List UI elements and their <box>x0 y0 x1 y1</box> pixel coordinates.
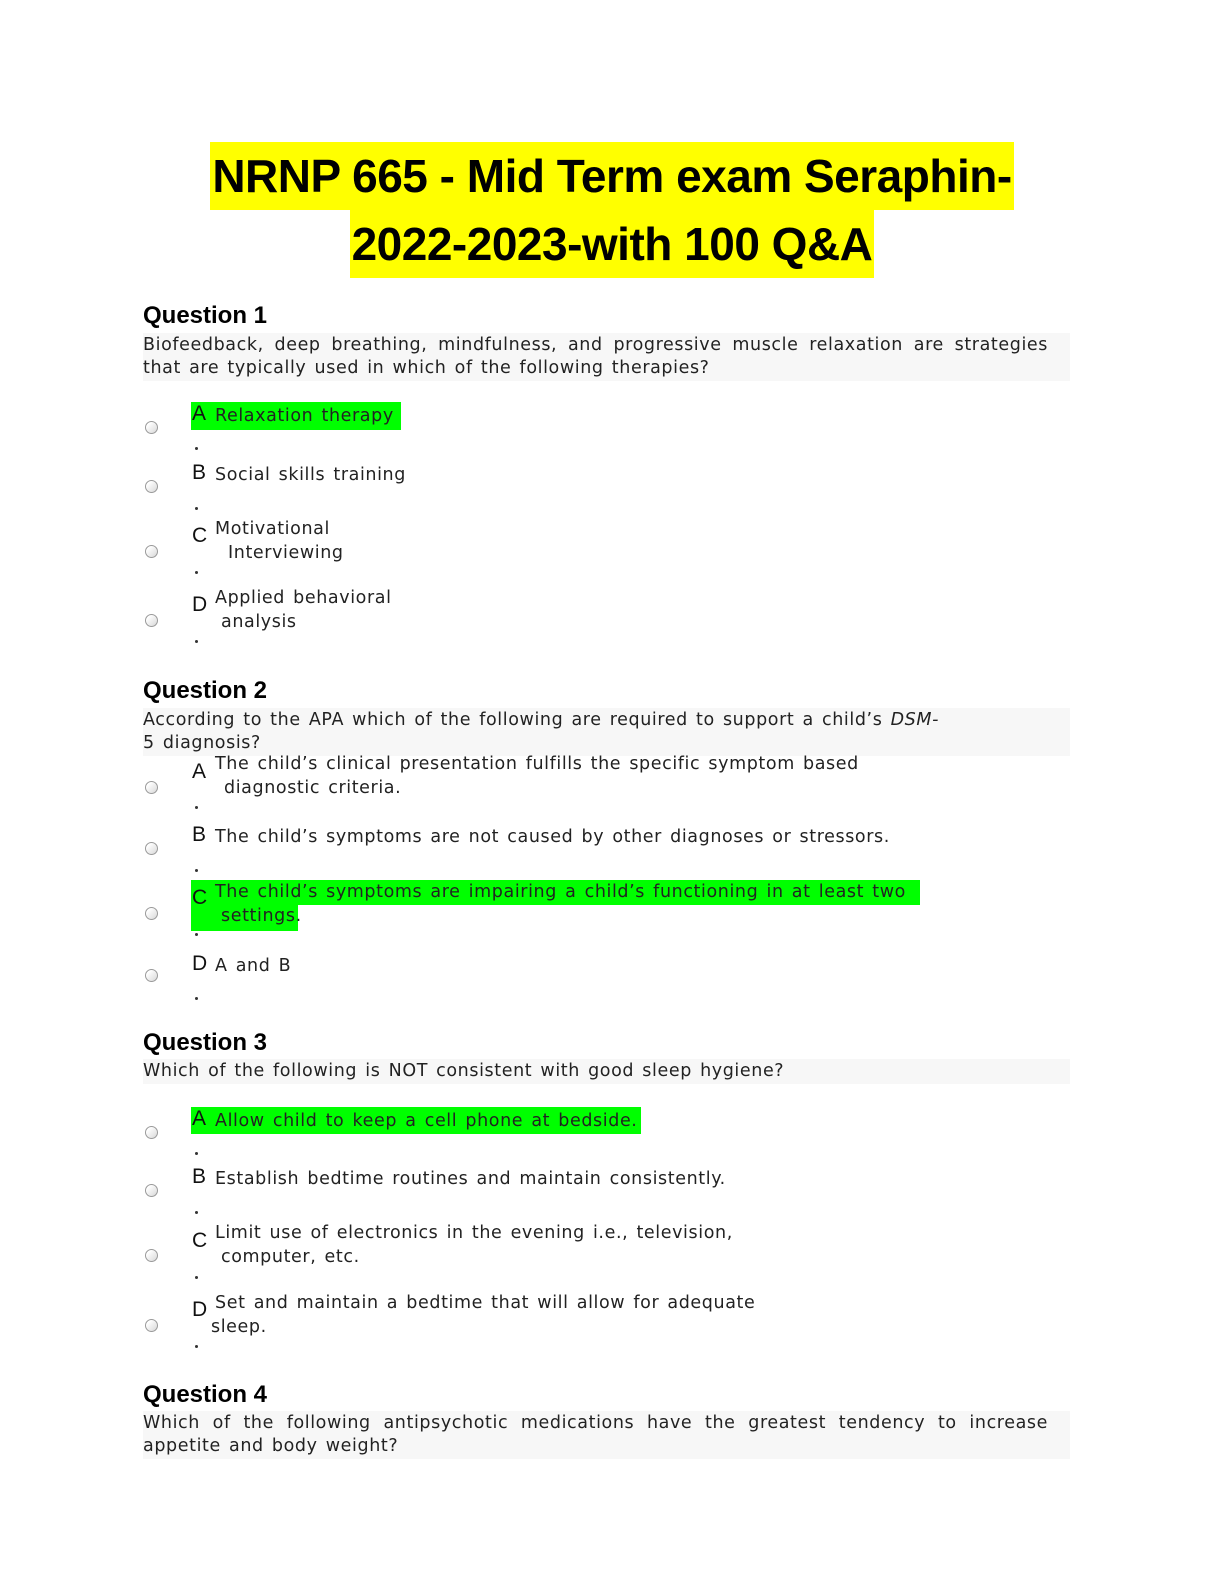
option-text: Allow child to keep a cell phone at bedside. <box>215 1111 638 1131</box>
option-letter: B <box>192 823 207 846</box>
option-text-line2: analysis <box>221 612 297 632</box>
option-text: Social skills training <box>215 465 406 485</box>
bullet-dot <box>195 1276 198 1279</box>
option-letter: D <box>192 1298 208 1321</box>
option-q2-d <box>215 954 291 978</box>
bullet-dot <box>195 447 198 450</box>
option-text: Limit use of electronics in the evening i.e., television, <box>215 1223 733 1243</box>
option-text-line2: Interviewing <box>228 543 344 563</box>
option-letter: A <box>192 760 207 783</box>
option-text-line2: settings. <box>221 906 302 926</box>
option-q1-c <box>215 517 344 565</box>
bullet-dot <box>195 1152 198 1155</box>
radio-q2-b[interactable] <box>145 842 158 855</box>
radio-q2-c[interactable] <box>145 907 158 920</box>
option-text: A and B <box>215 956 292 976</box>
option-letter: A <box>192 402 207 425</box>
option-letter: C <box>192 1229 208 1252</box>
radio-q1-a[interactable] <box>145 421 158 434</box>
bullet-dot <box>195 571 198 574</box>
option-q3-d <box>211 1291 756 1339</box>
bullet-dot <box>195 640 198 643</box>
question-2-heading: Question 2 <box>143 677 268 704</box>
option-letter: B <box>192 1165 207 1188</box>
question-1-text: Biofeedback, deep breathing, mindfulness, and progressive muscle relaxation are strategies that are typically used in which of the following therapies? <box>143 333 1070 381</box>
question-text-italic: DSM- <box>890 710 939 730</box>
option-q3-c <box>215 1221 733 1269</box>
radio-q1-c[interactable] <box>145 545 158 558</box>
question-4-text: Which of the following antipsychotic medications have the greatest tendency to increase appetite and body weight? <box>143 1411 1070 1459</box>
option-letter: C <box>192 886 208 909</box>
option-letter: A <box>192 1107 207 1130</box>
option-text-line2: sleep. <box>211 1317 267 1337</box>
bullet-dot <box>195 869 198 872</box>
option-text: Establish bedtime routines and maintain consistently. <box>215 1169 726 1189</box>
bullet-dot <box>195 997 198 1000</box>
bullet-dot <box>195 1345 198 1348</box>
option-q2-a <box>215 752 859 800</box>
option-q1-b <box>215 463 406 487</box>
option-text: Set and maintain a bedtime that will allow for adequate <box>215 1293 756 1313</box>
radio-q3-b[interactable] <box>145 1184 158 1197</box>
option-letter: D <box>192 952 208 975</box>
question-3-heading: Question 3 <box>143 1029 268 1056</box>
bullet-dot <box>195 507 198 510</box>
title-line-2: 2022-2023-with 100 Q&A <box>350 210 875 278</box>
option-q1-d <box>215 586 392 634</box>
option-q2-b <box>215 825 890 849</box>
option-q2-c <box>215 880 906 928</box>
option-letter: D <box>192 593 208 616</box>
question-2-text <box>143 708 1070 756</box>
title-line-1: NRNP 665 - Mid Term exam Seraphin- <box>210 142 1013 210</box>
option-text: Applied behavioral <box>215 588 392 608</box>
option-q1-a <box>215 404 394 428</box>
bullet-dot <box>195 1211 198 1214</box>
radio-q1-d[interactable] <box>145 614 158 627</box>
option-text: The child’s symptoms are impairing a child’s functioning in at least two <box>215 882 906 902</box>
document-title <box>0 142 1224 278</box>
bullet-dot <box>195 933 198 936</box>
radio-q1-b[interactable] <box>145 480 158 493</box>
radio-q3-d[interactable] <box>145 1319 158 1332</box>
radio-q2-a[interactable] <box>145 781 158 794</box>
option-text-line2: computer, etc. <box>221 1247 360 1267</box>
question-4-heading: Question 4 <box>143 1381 268 1408</box>
option-text: The child’s symptoms are not caused by other diagnoses or stressors. <box>215 827 890 847</box>
question-text-line2: 5 diagnosis? <box>143 733 261 753</box>
radio-q3-a[interactable] <box>145 1126 158 1139</box>
option-q3-a <box>215 1109 637 1133</box>
radio-q2-d[interactable] <box>145 969 158 982</box>
radio-q3-c[interactable] <box>145 1249 158 1262</box>
option-letter: B <box>192 461 207 484</box>
option-text-line2: diagnostic criteria. <box>224 778 402 798</box>
option-text: Relaxation therapy <box>215 406 394 426</box>
option-text: The child’s clinical presentation fulfills the specific symptom based <box>215 754 859 774</box>
option-q3-b <box>215 1167 726 1191</box>
question-3-text: Which of the following is NOT consistent with good sleep hygiene? <box>143 1059 1070 1084</box>
question-1-heading: Question 1 <box>143 302 268 329</box>
bullet-dot <box>195 806 198 809</box>
option-text: Motivational <box>215 519 330 539</box>
question-text-main: According to the APA which of the following are required to support a child’s <box>143 710 891 730</box>
option-letter: C <box>192 524 208 547</box>
